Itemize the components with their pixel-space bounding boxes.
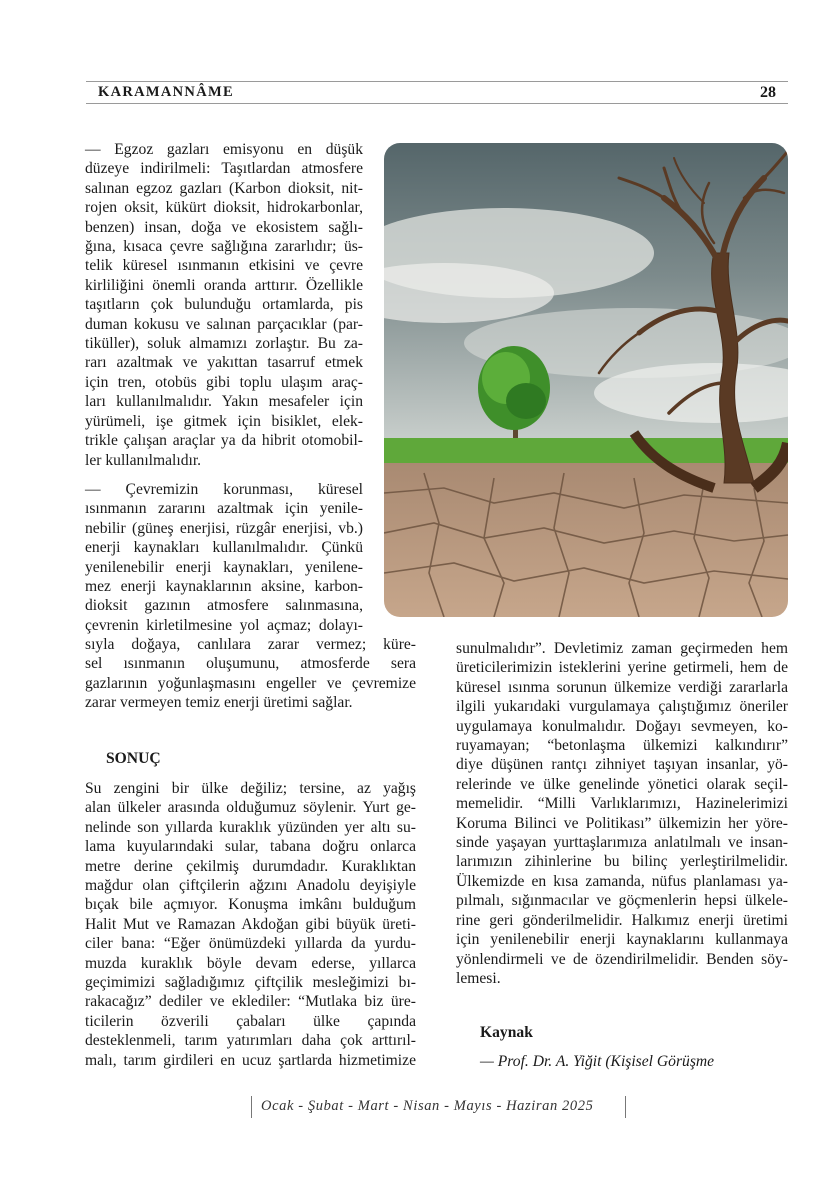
paragraph-renewable-energy-cont (85, 635, 416, 713)
footer-divider-left (251, 1096, 252, 1118)
text-line: Su zengini bir ülke değiliz; tersine, az yağış (85, 780, 416, 797)
section-heading-sonuc: SONUÇ (106, 750, 161, 767)
header-rule-bottom (86, 103, 788, 104)
source-citation: — Prof. Dr. A. Yiğit (Kişisel Görüşme (480, 1053, 715, 1070)
text-line: küresel ısınma sorunun ülkemize verdiği zararlarla (456, 678, 788, 696)
text-line: gazlarının yoğunlaşmasını engeller ve çevremize (85, 674, 416, 692)
text-line: ticilerin özverili çabaları ülke çapında (85, 1012, 416, 1030)
text-line: bıçak bile açmıyor. Konuşma imkânı bulduğum (85, 896, 416, 914)
text-line: enerji kaynakları kullanılmalıdır. Çünkü (85, 539, 363, 557)
text-line: rojen oksit, kükürt dioksit, hidrokarbonlar, (85, 199, 363, 217)
header-rule-top (86, 81, 788, 82)
text-line: salınan egzoz gazları (Karbon dioksit, nit- (85, 179, 363, 197)
text-line: için tren, otobüs gibi toplu ulaşım araç- (85, 373, 363, 391)
text-line: muzda kuraklık böyle devam ederse, yıllarca (85, 954, 416, 972)
text-line: lama kuyularındaki sular, tabana doğru onlarca (85, 838, 416, 856)
text-line: — Egzoz gazları emisyonu en düşük (85, 141, 363, 158)
text-line: malı, tarım girdileri en ucuz şartlarda hizmetimize (85, 1051, 416, 1069)
text-line: ilgili yukarıdaki vurgulamaya çalıştığımız öneriler (456, 698, 788, 716)
text-line: üreticilerimizin isteklerini yerine getirmeli, hem de (456, 659, 788, 677)
paragraph-conclusion (85, 779, 416, 1070)
text-line: Halit Mut ve Ramazan Akdoğan gibi büyük üreti- (85, 915, 416, 933)
text-line: Ülkemizde en kısa zamanda, nüfus planlaması ya- (456, 872, 788, 890)
text-line: ruyamayan; “betonlaşma ülkemizi kalkındırır” (456, 737, 788, 755)
text-line: — Çevremizin korunması, küresel (85, 481, 363, 498)
text-line: telik küresel ısınmanın etkisini ve çevre (85, 257, 363, 275)
text-line: taşıtların çok bulunduğu ortamlarda, pis (85, 296, 363, 314)
text-line: yenilenebilir enerji kaynakları, yenilene- (85, 558, 363, 576)
text-line: duman kokusu ve salınan parçacıklar (par- (85, 315, 363, 333)
photo-climate-drought (384, 143, 788, 617)
page-number: 28 (760, 84, 776, 101)
text-line: için yenilenebilir enerji kaynaklarını kullanmaya (456, 931, 788, 949)
text-line: relerinde ve ülke genelinde yönetici olarak seçil- (456, 775, 788, 793)
paragraph-exhaust-emissions (85, 140, 363, 470)
text-line: dioksit gazının atmosfere salınmasına, (85, 597, 363, 615)
text-line: rine geri gönderilmelidir. Halkımız enerji üretimi (456, 911, 788, 929)
text-line: kirliliğini önemli oranda arttırır. Özellikle (85, 276, 363, 294)
source-heading: Kaynak (480, 1024, 533, 1041)
text-line: geçimimizi sağladığımız çiftçilik mesleğimizi bı- (85, 974, 416, 992)
text-line: çevrenin kirletilmesine yol açmaz; dolayı- (85, 616, 363, 634)
text-line: ciler bana: “Eğer önümüzdeki yıllarda da yurdu- (85, 935, 416, 953)
text-line: diye düşünen rantçı zihniyet taşıyan insanlar, yö- (456, 756, 788, 774)
text-line: sunulmalıdır”. Devletimiz zaman geçirmeden hem (456, 640, 788, 657)
text-line: mağdur olan çiftçilerin ağzını Anadolu deyişiyle (85, 877, 416, 895)
running-header-title: KARAMANNÂME (98, 84, 234, 100)
paragraph-continuation-right (456, 639, 788, 988)
text-line: memelidir. “Milli Varlıklarımızı, Hazinelerimizi (456, 795, 788, 813)
footer-issue-months: Ocak - Şubat - Mart - Nisan - Mayıs - Haziran 2025 (261, 1098, 594, 1114)
text-line: rarı azaltmak ve yakıttan tasarruf etmek (85, 354, 363, 372)
text-line: nelinde son yıllarda kuraklık yüzünden yer altı su- (85, 818, 416, 836)
text-line: metre derine çekilmiş durumdadır. Kuraklıktan (85, 857, 416, 875)
text-line: ğına, kısaca çevre sağlığına zararlıdır; üs- (85, 238, 363, 256)
text-line: yönlendirmeli ve de özendirilmelidir. Benden söy- (456, 950, 788, 968)
text-line: ler kullanılmalıdır. (85, 451, 202, 469)
text-line: ısınmanın zararını azaltmak için yenile- (85, 500, 363, 518)
text-line: zarar vermeyen temiz enerji üretimi sağlar. (85, 694, 353, 712)
text-line: yürümeli, işe gitmek için bisiklet, elek- (85, 412, 363, 430)
text-line: nebilir (güneş enerjisi, rüzgâr enerjisi, vb.) (85, 519, 363, 537)
text-line: uygulamaya konulmalıdır. Doğayı sevmeyen, ko- (456, 717, 788, 735)
text-line: ları kullanılmalıdır. Yakın mesafeler için (85, 393, 363, 411)
text-line: mez enerji kaynaklarının aksine, karbon- (85, 578, 363, 596)
footer-divider-right (625, 1096, 626, 1118)
text-line: Koruma Bilinci ve Politikası” ülkemizin her yöre- (456, 814, 788, 832)
text-line: düzeye indirilmeli: Taşıtlardan atmosfere (85, 160, 363, 178)
text-line: pılmalı, sığınmacılar ve göçmenlerin hepsi ülkele- (456, 892, 788, 910)
text-line: trikle çalışan araçlar ya da hibrit otomobil- (85, 432, 363, 450)
text-line: sel ısınmanın oluşumunu, atmosferde sera (85, 655, 416, 673)
text-line: tiküller), soluk almamızı zorlaştır. Bu za- (85, 335, 363, 353)
paragraph-renewable-energy (85, 480, 363, 635)
text-line: larımızın zihinlerine bu bilinç yerleştirilmelidir. (456, 853, 788, 871)
text-line: rakacağız” dediler ve eklediler: “Mutlaka biz üre- (85, 993, 416, 1011)
text-line: sıyla doğaya, canlılara zarar vermez; küre- (85, 636, 416, 653)
text-line: lemesi. (456, 969, 501, 987)
text-line: alan ülkeler arasında olduğumuz söylenir. Yurt ge- (85, 799, 416, 817)
text-line: sinde yaşayan yurttaşlarımıza anlatılmalı ve insan- (456, 834, 788, 852)
text-line: benzen) insan, doğa ve ekosistem sağlı- (85, 218, 363, 236)
text-line: desteklenmeli, tarım yatırımları daha çok arttırıl- (85, 1032, 416, 1050)
